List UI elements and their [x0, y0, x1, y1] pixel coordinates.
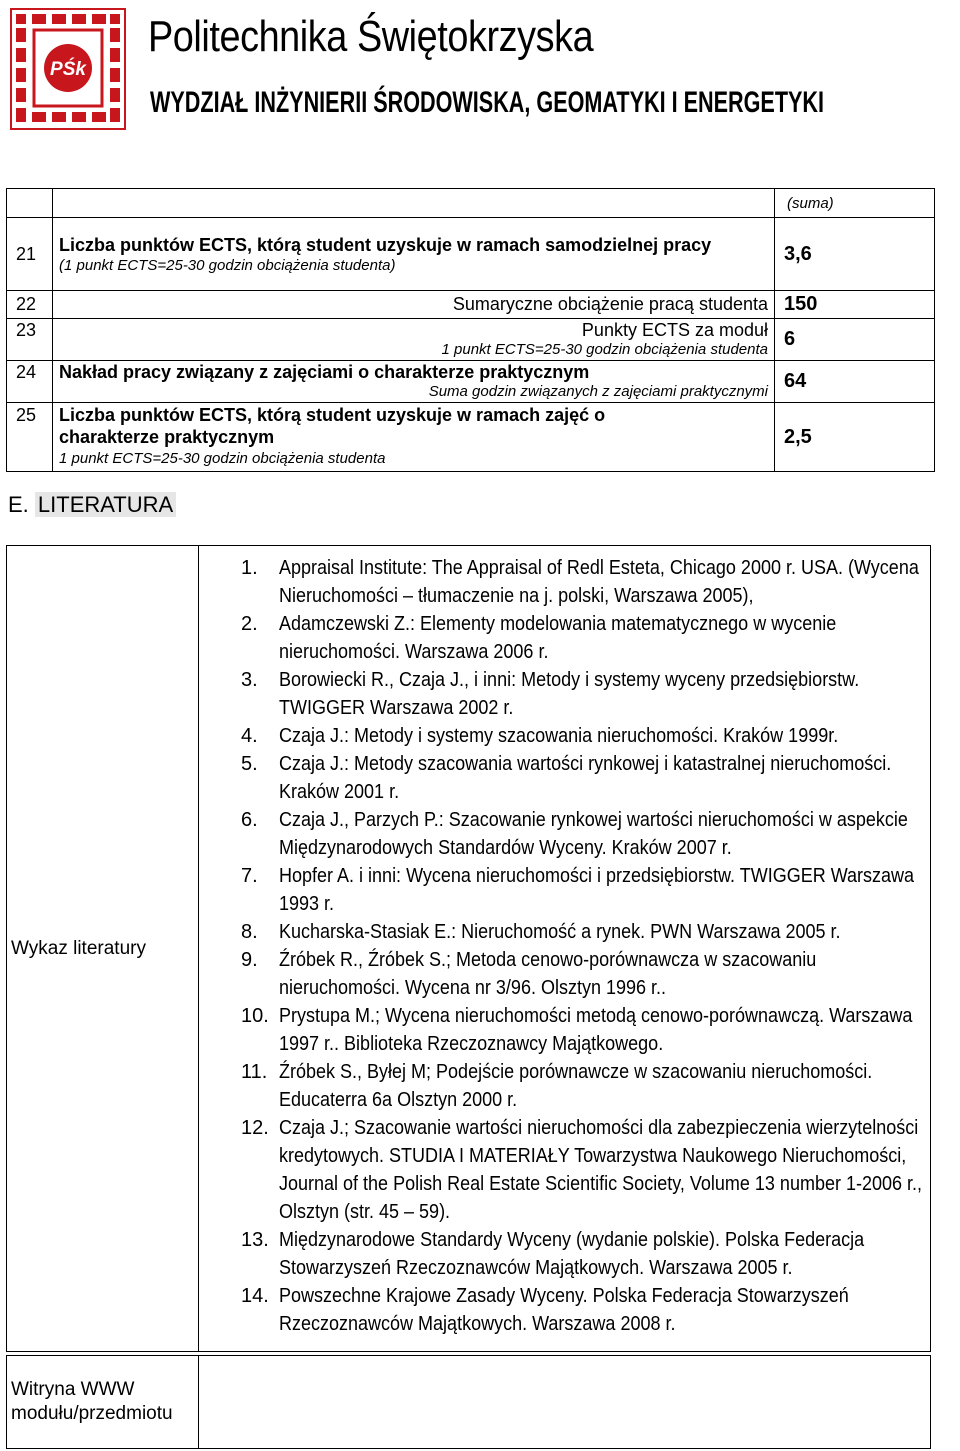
row-note: (1 punkt ECTS=25-30 godzin obciążenia studenta) — [59, 257, 396, 274]
ects-row-24 — [7, 361, 935, 403]
literature-item-text: Czaja J.: Metody szacowania wartości rynkowej i katastralnej nieruchomości. Kraków 2001 r. — [279, 752, 892, 803]
university-logo-graphic — [10, 8, 126, 130]
department-name: WYDZIAŁ INŻYNIERII ŚRODOWISKA, GEOMATYKI I ENERGETYKI — [150, 86, 825, 119]
row-title: Sumaryczne obciążenie pracą studenta — [53, 291, 775, 319]
literature-item — [205, 750, 924, 806]
literature-item — [205, 946, 924, 1002]
literature-item — [205, 862, 924, 918]
literature-item — [205, 1282, 924, 1338]
row-number: 23 — [7, 319, 53, 361]
literature-item-number: 8. — [241, 920, 258, 943]
literature-item-text: Źróbek R., Źróbek S.; Metoda cenowo-porównawcza w szacowaniu nieruchomości. Wycena nr 3/96. Olsztyn 1996 r.. — [279, 948, 817, 999]
section-heading — [8, 492, 176, 518]
row-note: 1 punkt ECTS=25-30 godzin obciążenia studenta — [441, 340, 768, 358]
literature-item — [205, 918, 924, 946]
literature-list — [205, 554, 924, 1338]
literature-item-number: 11. — [241, 1060, 268, 1083]
row-number: 22 — [7, 291, 53, 319]
ects-table — [6, 188, 935, 472]
row-number: 24 — [7, 361, 53, 403]
literature-item — [205, 666, 924, 722]
ects-row-23 — [7, 319, 935, 361]
row-title: Liczba punktów ECTS, którą student uzyskuje w ramach zajęć o charakterze praktycznym — [59, 405, 606, 447]
row-value: 64 — [775, 361, 935, 403]
literature-item — [205, 806, 924, 862]
www-table — [6, 1355, 931, 1449]
www-label: Witryna WWW modułu/przedmiotu — [7, 1356, 199, 1449]
literature-item-text: Kucharska-Stasiak E.: Nieruchomość a rynek. PWN Warszawa 2005 r. — [279, 920, 841, 943]
literature-item-number: 5. — [241, 752, 258, 775]
row-title: Punkty ECTS za moduł — [581, 319, 768, 340]
literature-item-text: Adamczewski Z.: Elementy modelowania matematycznego w wycenie nieruchomości. Warszawa 2006 r. — [279, 612, 837, 663]
section-prefix: E. — [8, 492, 29, 517]
literature-item-text: Appraisal Institute: The Appraisal of Redl Esteta, Chicago 2000 r. USA. (Wycena Nieruchomości – tłumaczenie na j. polski, Warszawa 2005), — [279, 556, 919, 607]
row-value: 2,5 — [775, 403, 935, 472]
row-number: 21 — [7, 218, 53, 291]
literature-item — [205, 1002, 924, 1058]
literature-item-text: Powszechne Krajowe Zasady Wyceny. Polska Federacja Stowarzyszeń Rzeczoznawców Majątkowych. Warszawa 2008 r. — [279, 1284, 849, 1335]
row-value: 6 — [775, 319, 935, 361]
row-value: 3,6 — [775, 218, 935, 291]
literature-label: Wykaz literatury — [7, 546, 199, 1352]
literature-item-number: 9. — [241, 948, 258, 971]
logo-text: PŚk — [50, 59, 86, 80]
row-note: Suma godzin związanych z zajęciami praktycznymi — [428, 382, 768, 400]
literature-item-text: Borowiecki R., Czaja J., i inni: Metody i systemy wyceny przedsiębiorstw. TWIGGER Warszawa 2002 r. — [279, 668, 860, 719]
literature-item-number: 3. — [241, 668, 258, 691]
row-number: 25 — [7, 403, 53, 472]
literature-item — [205, 554, 924, 610]
university-name: Politechnika Świętokrzyska — [148, 12, 594, 61]
literature-item — [205, 1058, 924, 1114]
sum-label: (suma) — [775, 189, 935, 218]
ects-header-row — [7, 189, 935, 218]
literature-item-text: Międzynarodowe Standardy Wyceny (wydanie polskie). Polska Federacja Stowarzyszeń Rzeczoznawców Majątkowych. Warszawa 2005 r. — [279, 1228, 865, 1279]
row-note: 1 punkt ECTS=25-30 godzin obciążenia studenta — [59, 450, 386, 467]
literature-item-text: Prystupa M.; Wycena nieruchomości metodą cenowo-porównawczą. Warszawa 1997 r.. Biblioteka Rzeczoznawcy Majątkowego. — [279, 1004, 913, 1055]
ects-row-22 — [7, 291, 935, 319]
literature-item-text: Hopfer A. i inni: Wycena nieruchomości i przedsiębiorstw. TWIGGER Warszawa 1993 r. — [279, 864, 915, 915]
literature-item — [205, 722, 924, 750]
literature-item-number: 14. — [241, 1284, 269, 1307]
literature-item — [205, 1114, 924, 1226]
literature-table — [6, 545, 931, 1352]
literature-item-text: Źróbek S., Byłej M; Podejście porównawcze w szacowaniu nieruchomości. Educaterra 6a Olsztyn 2000 r. — [279, 1060, 873, 1111]
literature-item-number: 10. — [241, 1004, 269, 1027]
literature-item-number: 13. — [241, 1228, 269, 1251]
literature-item-text: Czaja J.: Metody i systemy szacowania nieruchomości. Kraków 1999r. — [279, 724, 839, 747]
literature-item-number: 12. — [241, 1116, 269, 1139]
literature-item — [205, 1226, 924, 1282]
literature-item-number: 4. — [241, 724, 258, 747]
university-logo — [10, 8, 126, 130]
literature-item-number: 1. — [241, 556, 258, 579]
ects-row-25 — [7, 403, 935, 472]
row-title: Nakład pracy związany z zajęciami o charakterze praktycznym — [59, 361, 590, 382]
literature-item-text: Czaja J.; Szacowanie wartości nieruchomości dla zabezpieczenia wierzytelności kredytowych. STUDIA I MATERIAŁY Towarzystwa Naukowego Nieruchomości, Journal of the Polish Real Estate Scientific Society, Volume 13 number 1-2006 r., Olsztyn (str. 45 – 59). — [279, 1116, 923, 1223]
literature-item-number: 7. — [241, 864, 258, 887]
literature-item-text: Czaja J., Parzych P.: Szacowanie rynkowej wartości nieruchomości w aspekcie Międzynarodowych Standardów Wyceny. Kraków 2007 r. — [279, 808, 908, 859]
www-value — [199, 1356, 931, 1449]
literature-item-number: 2. — [241, 612, 258, 635]
literature-item-number: 6. — [241, 808, 258, 831]
row-value: 150 — [775, 291, 935, 319]
section-title: LITERATURA — [35, 492, 176, 517]
literature-item — [205, 610, 924, 666]
ects-row-21 — [7, 218, 935, 291]
row-title: Liczba punktów ECTS, którą student uzyskuje w ramach samodzielnej pracy — [59, 235, 712, 255]
